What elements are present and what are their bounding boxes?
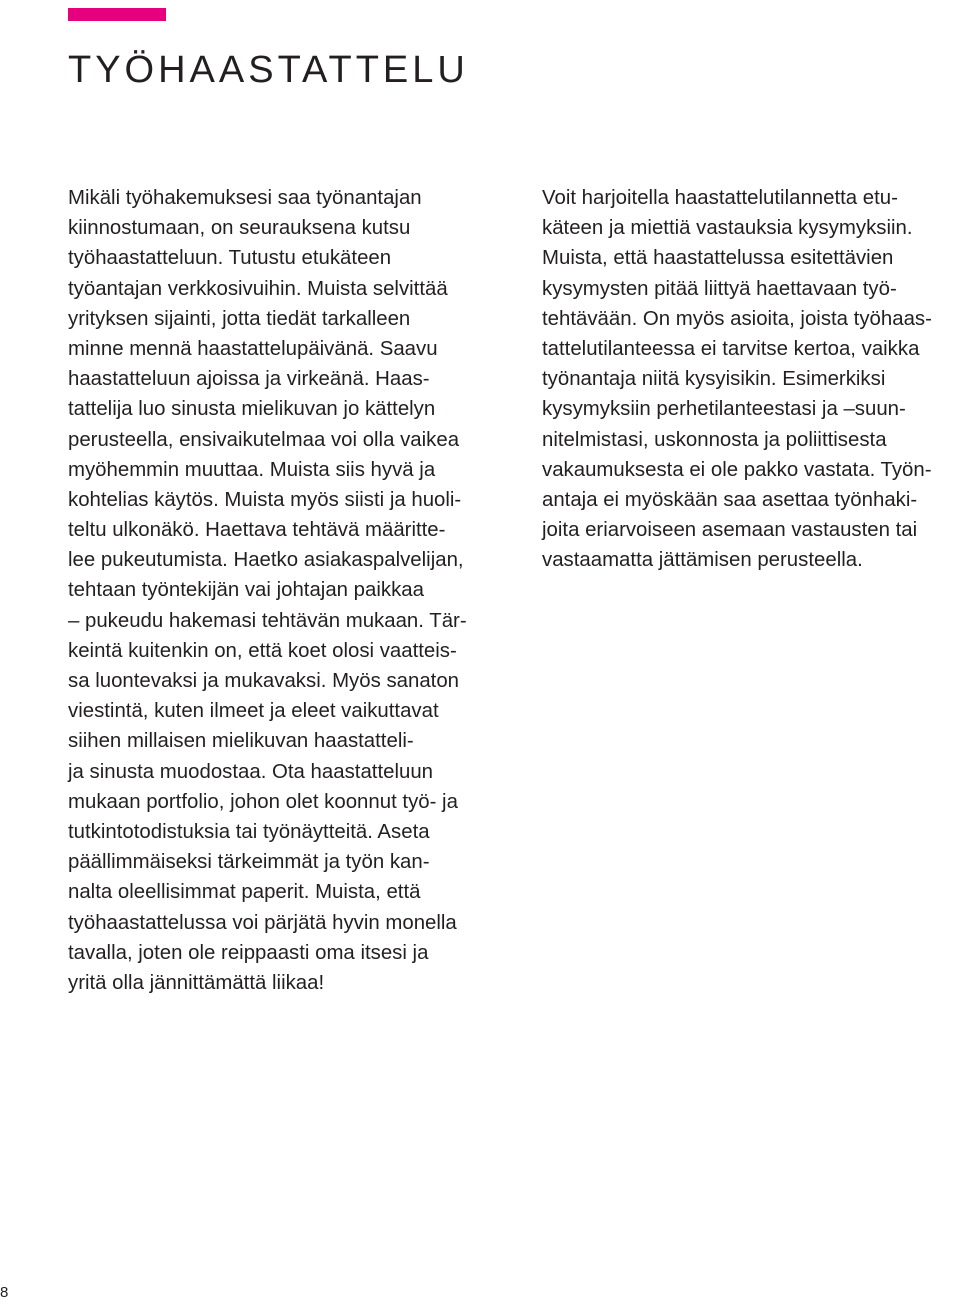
body-text-line: työhaastatteluun. Tutustu etukäteen (68, 247, 392, 270)
body-text-line: antaja ei myöskään saa asettaa työnhaki- (542, 488, 918, 511)
body-text-line: Mikäli työhakemuksesi saa työnantajan (68, 187, 422, 209)
body-text-line: – pukeudu hakemasi tehtävän mukaan. Tär- (68, 609, 467, 632)
body-text-line: perusteella, ensivaikutelmaa voi olla vaikea (68, 428, 460, 451)
body-text-line: kysymyksiin perhetilanteestasi ja –suun- (542, 398, 906, 421)
body-text-line: viestintä, kuten ilmeet ja eleet vaikuttavat (68, 700, 439, 723)
body-text-line: kiinnostumaan, on seurauksena kutsu (68, 217, 411, 240)
body-text-line: lee pukeutumista. Haetko asiakaspalvelijan, (68, 549, 464, 572)
body-text-line: sa luontevaksi ja mukavaksi. Myös sanaton (68, 670, 460, 692)
body-text-line: kohtelias käytös. Muista myös siisti ja huoli- (68, 488, 462, 511)
body-text-line: yritä olla jännittämättä liikaa! (68, 971, 325, 994)
body-text-line: tattelutilanteessa ei tarvitse kertoa, vaikka (542, 337, 920, 360)
body-text-line: tehtävään. On myös asioita, joista työhaas- (542, 307, 932, 330)
body-text-line: nalta oleellisimmat paperit. Muista, että (68, 881, 421, 904)
body-text-line: työhaastattelussa voi pärjätä hyvin monella (68, 911, 457, 934)
body-text-line: nitelmistasi, uskonnosta ja poliittisesta (542, 428, 887, 451)
body-column-left (68, 183, 518, 998)
body-text-line: Voit harjoitella haastattelutilannetta etu- (542, 187, 898, 209)
body-text-line: minne mennä haastattelupäivänä. Saavu (68, 337, 438, 360)
body-text-line: teltu ulkonäkö. Haettava tehtävä määritte- (68, 519, 446, 542)
body-text-line: työantajan verkkosivuihin. Muista selvittää (68, 277, 448, 300)
page-title: TYÖHAASTATTELU (68, 49, 469, 91)
body-text-line: myöhemmin muuttaa. Muista siis hyvä ja (68, 458, 436, 481)
body-text-line: yrityksen sijainti, jotta tiedät tarkalleen (68, 307, 411, 330)
body-text-line: siihen millaisen mielikuvan haastatteli- (68, 730, 414, 753)
body-text-line: vakaumuksesta ei ole pakko vastata. Työn- (542, 458, 932, 481)
body-text-line: mukaan portfolio, johon olet koonnut työ- ja (68, 790, 458, 813)
body-text-line: tutkintotodistuksia tai työnäytteitä. Aseta (68, 820, 430, 843)
body-text-line: ja sinusta muodostaa. Ota haastatteluun (68, 760, 434, 783)
body-text-line: joita eriarvoiseen asemaan vastausten tai (542, 519, 918, 542)
body-text-line: vastaamatta jättämisen perusteella. (542, 549, 863, 572)
body-text-line: päällimmäiseksi tärkeimmät ja työn kan- (68, 851, 430, 874)
body-column-right (542, 183, 952, 575)
body-text-line: työnantaja niitä kysyisikin. Esimerkiksi (542, 368, 886, 391)
body-text-line: Muista, että haastattelussa esitettävien (542, 247, 894, 270)
body-text-line: käteen ja miettiä vastauksia kysymyksiin. (542, 217, 913, 240)
body-text-line: tehtaan työntekijän vai johtajan paikkaa (68, 579, 424, 602)
page-number: 8 (0, 1284, 9, 1301)
body-text-line: keintä kuitenkin on, että koet olosi vaatteis- (68, 639, 457, 662)
body-text-line: kysymysten pitää liittyä haettavaan työ- (542, 277, 897, 300)
body-text-line: tattelija luo sinusta mielikuvan jo kättelyn (68, 398, 436, 421)
accent-bar (68, 8, 166, 21)
body-text-line: tavalla, joten ole reippaasti oma itsesi ja (68, 941, 429, 964)
body-text-line: haastatteluun ajoissa ja virkeänä. Haas- (68, 368, 430, 391)
